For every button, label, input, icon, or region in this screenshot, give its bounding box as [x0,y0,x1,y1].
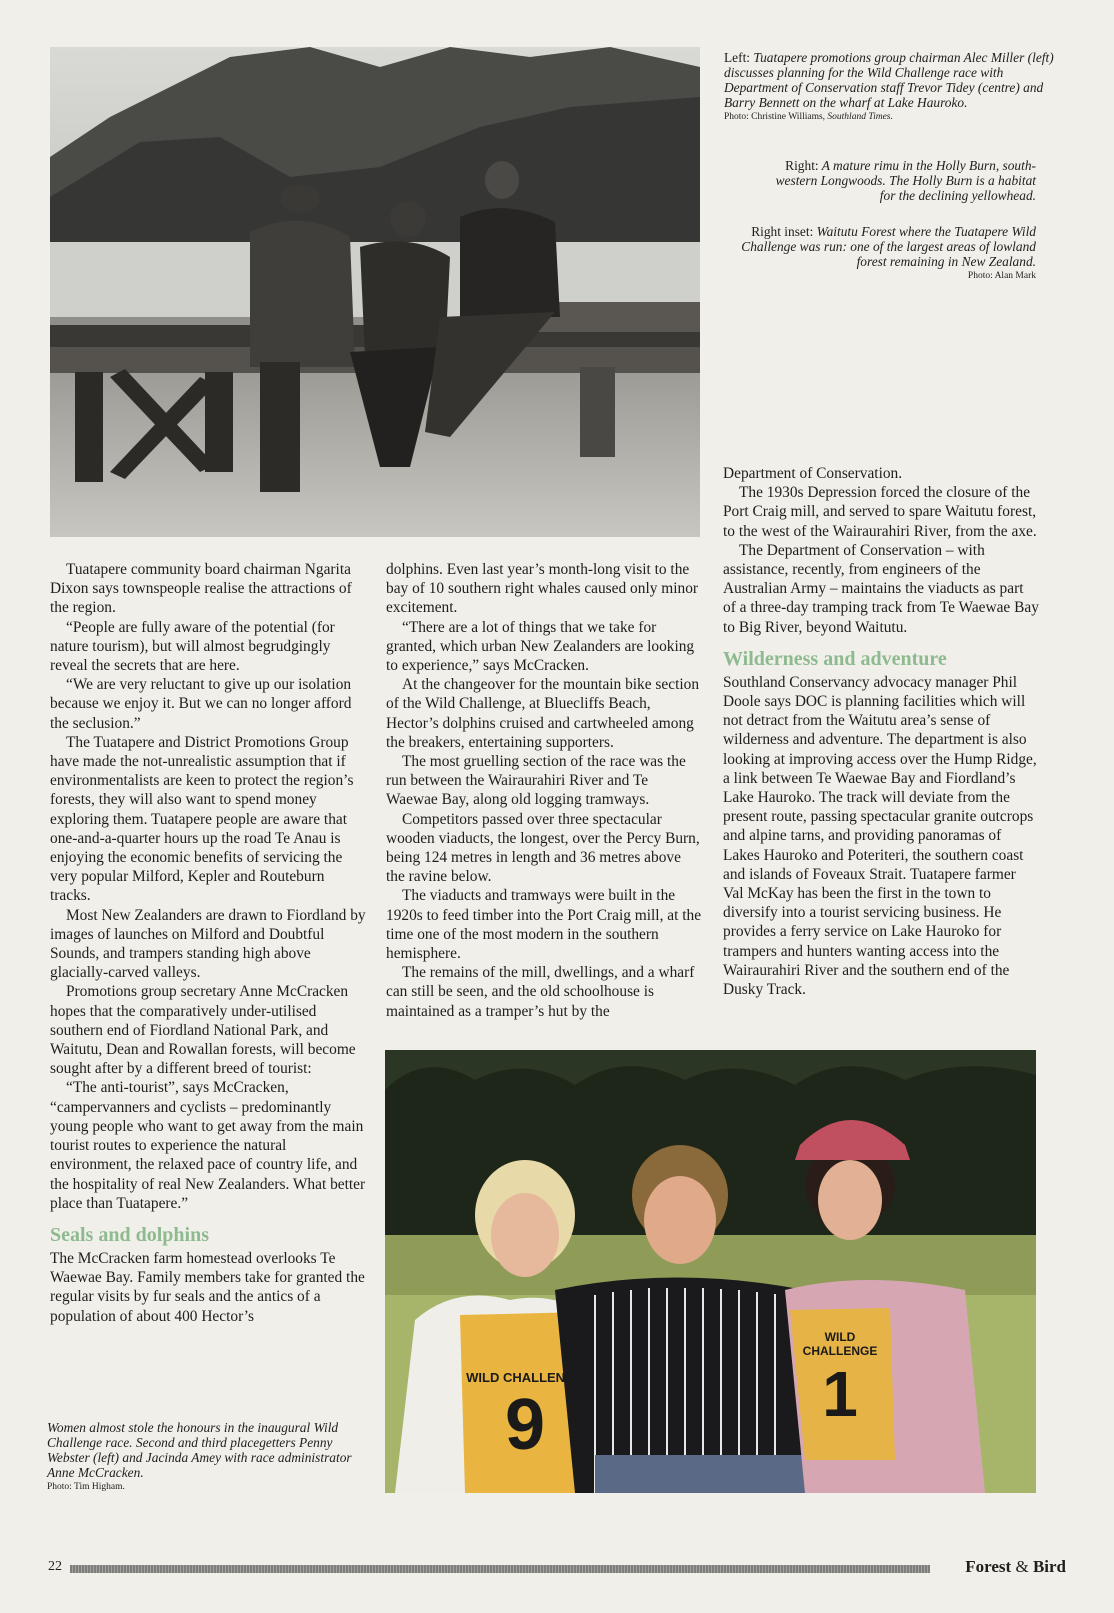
paragraph: The 1930s Depression forced the closure of the Port Craig mill, and served to spare Waitutu forest, to the west of the Wairaurahiri River, from the axe. [723,484,1037,540]
paragraph: The viaducts and tramways were built in the 1920s to feed timber into the Port Craig mill, at the time one of the most modern in the southern hemisphere. [386,887,702,963]
paragraph: At the changeover for the mountain bike section of the Wild Challenge, at Bluecliffs Beach, Hector’s dolphins cruised and cartwheeled among the breakers, entertaining supporters. [386,676,700,751]
caption-right-photo [760,158,1036,203]
bib-number: 1 [822,1358,858,1430]
paragraph: Tuatapere community board chairman Ngarita Dixon says townspeople realise the attractions of the region. [50,561,352,617]
paragraph: dolphins. Even last year’s month-long visit to the bay of 10 southern right whales caused only minor excitement. [386,561,699,617]
bib-right [790,1330,890,1430]
paragraph: “The anti-tourist”, says McCracken, “campervanners and cyclists – predominantly young people who want to get away from the main tourist routes to experience the natural environment, the relaxed pace of country life, and the hospitality of real New Zealanders. What better place than Tuatapere.” [50,1079,366,1212]
caption-lead: Right inset: [751,224,814,239]
bib-text: WILD CHALLENGE [802,1330,878,1358]
photo-men-on-wharf-icon [50,47,700,537]
bib-left [465,1370,585,1465]
paragraph: “There are a lot of things that we take for granted, which urban New Zealanders are looking to experience,” says McCracken. [386,618,695,675]
caption-text: Women almost stole the honours in the inaugural Wild Challenge race. Second and third placegetters Penny Webster (left) and Jacinda Amey with race administrator Anne McCracken. [47,1420,352,1480]
paragraph: The most gruelling section of the race was the run between the Wairaurahiri River and Te Waewae Bay, along old logging tramways. [386,753,686,809]
paragraph: “People are fully aware of the potential (for nature tourism), but will almost begrudgingly reveal the secrets that are here. [50,618,335,675]
bib-number: 9 [504,1385,546,1465]
paragraph: “We are very reluctant to give up our isolation because we enjoy it. But we can no longer afford the seclusion.” [50,676,352,732]
caption-bottom-photo [47,1420,365,1494]
article-column-2 [386,560,702,1021]
article-column-3 [723,464,1039,999]
paragraph: Southland Conservancy advocacy manager Phil Doole says DOC is planning facilities which will not detract from the Waitutu area’s sense of wilderness and adventure. The department is also looking at improving access over the Hump Ridge, a link between Te Waewae Bay and Fiordland’s Lake Hauroko. The track will deviate from the present route, passing spectacular granite outcrops and alpine tarns, and providing panoramas of Lakes Hauroko and Poteriteri, the southern coast and islands of Foveaux Strait. Tuatapere farmer Val McKay has been the first in the town to diversify into a tourist servicing business. He provides a ferry service on Lake Hauroko for trampers and hunters wanting access into the Wairaurahiri River and the southern end of the Dusky Track. [723,673,1037,999]
paragraph: Promotions group secretary Anne McCracken hopes that the comparatively under-utilised southern end of Fiordland National Park, and Waitutu, Dean and Rowallan forests, will become sought after by a different breed of tourist: [50,983,356,1078]
page-footer [48,1556,1066,1580]
photo-credit: Photo: Alan Mark [967,271,1036,281]
footer-rule [70,1565,930,1573]
article-column-1 [50,560,366,1326]
paragraph: Competitors passed over three spectacular wooden viaducts, the longest, over the Percy Burn, being 124 metres in length and 36 metres above the ravine below. [386,810,700,886]
caption-lead: Right: [785,158,819,173]
paragraph: Department of Conservation. [723,465,903,482]
paragraph: The remains of the mill, dwellings, and a wharf can still be seen, and the old schoolhouse is maintained as a tramper’s hut by the [386,964,695,1020]
page-number: 22 [48,1559,62,1574]
paragraph: Most New Zealanders are drawn to Fiordland by images of launches on Milford and Doubtful Sounds, and trampers standing high above glacially-carved valleys. [50,906,366,982]
photo-credit: Photo: Christine Williams, Southland Times. [724,112,893,122]
bib-text: WILD CHALLENGE [466,1370,584,1385]
caption-text: A mature rimu in the Holly Burn, south-western Longwoods. The Holly Burn is a habitat for the declining yellowhead. [775,158,1036,203]
paragraph: The Tuatapere and District Promotions Group have made the not-unrealistic assumption that if environmentalists are keen to protect the region’s forests, they will also want to spend money exploring them. Tuatapere people are aware that one-and-a-quarter hours up the road Te Anau is enjoying the economic benefits of servicing the very popular Milford, Kepler and Routeburn tracks. [50,733,354,905]
caption-lead: Left: [724,50,751,65]
caption-text: Waitutu Forest where the Tuatapere Wild Challenge was run: one of the largest areas of lowland forest remaining in New Zealand. [741,224,1036,269]
paragraph: The McCracken farm homestead overlooks Te Waewae Bay. Family members take for granted the regular visits by fur seals and the antics of a population of about 400 Hector’s [50,1249,365,1325]
photo-credit: Photo: Tim Higham. [47,1482,125,1492]
bottom-photo-three-women [385,1050,1036,1493]
caption-left-photo [724,50,1064,124]
magazine-name: Forest & Bird [965,1557,1066,1576]
top-photo-men-on-wharf [50,47,700,537]
paragraph: The Department of Conservation – with assistance, recently, from engineers of the Australian Army – maintains the viaducts as part of a three-day tramping track from Te Waewae Bay to Big River, beyond Waitutu. [723,541,1039,636]
subheading-seals-and-dolphins: Seals and dolphins [50,1223,209,1246]
subheading-wilderness-and-adventure: Wilderness and adventure [723,647,947,670]
caption-right-inset [732,224,1036,283]
caption-text: Tuatapere promotions group chairman Alec Miller (left) discusses planning for the Wild Challenge race with Department of Conservation staff Trevor Tidey (centre) and Barry Bennett on the wharf at Lake Hauroko. [724,50,1054,110]
